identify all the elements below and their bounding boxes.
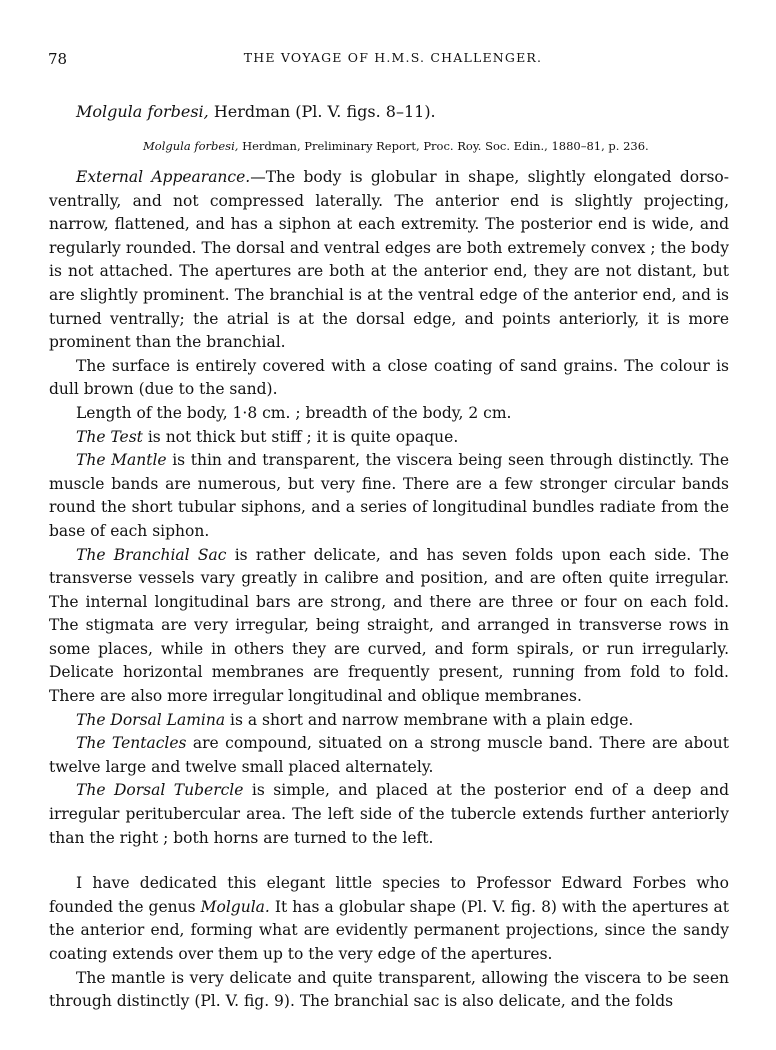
paragraph-mantle	[49, 449, 729, 543]
paragraph-tentacles	[49, 732, 729, 779]
paragraph-text: is not thick but stiff ; it is quite opaque.	[142, 427, 459, 446]
species-title	[76, 102, 436, 121]
paragraph-mantle-discussion	[49, 967, 729, 1014]
paragraph-text: is simple, and placed at the posterior end of a deep and irregular peritubercular area. The left side of the tubercle extends further anteriorly than the right ; both horns are turned to the left.	[49, 781, 729, 847]
paragraph-branchial-sac	[49, 544, 729, 709]
paragraph-text: The mantle is very delicate and quite transparent, allowing the viscera to be seen through distinctly (Pl. V. fig. 9). The branchial sac is also delicate, and the folds	[49, 968, 729, 1011]
paragraph-text: I have dedicated this elegant little species to Professor Edward Forbes who founded the genus	[49, 874, 729, 916]
paragraph-text: is thin and transparent, the viscera being seen through distinctly. The muscle bands are numerous, but very fine. There are a few stronger circular bands round the short tubular siphons, and a series of longitudinal bundles radiate from the base of each siphon.	[49, 451, 729, 540]
paragraph-lead: The Test	[76, 427, 143, 446]
paragraph-external-appearance	[49, 166, 729, 355]
paragraph-surface	[49, 355, 729, 402]
paragraph-text: is rather delicate, and has seven folds upon each side. The transverse vessels vary greatly in calibre and position, and are often quite irregular. The internal longitudinal bars are strong, and there are three or four on each fold. The stigmata are very irregular, being straight, and arranged in transverse rows in some places, while in others they are curved, and form spirals, or run irregularly. Delicate horizontal membranes are frequently present, running from fold to fold. There are also more irregular longitudinal and oblique membranes.	[49, 545, 729, 706]
paragraph-text: Length of the body, 1·8 cm. ; breadth of the body, 2 cm.	[76, 403, 512, 422]
paragraph-lead: The Branchial Sac	[76, 545, 227, 564]
paragraph-lead: The Mantle	[76, 451, 167, 470]
body-text	[49, 166, 729, 1014]
species-name: Molgula forbesi,	[76, 102, 209, 121]
paragraph-text: are compound, situated on a strong muscle band. There are about twelve large and twelve small placed alternately.	[49, 734, 730, 776]
paragraph-lead: The Dorsal Lamina	[76, 710, 226, 729]
paragraph-text: is a short and narrow membrane with a plain edge.	[225, 710, 634, 729]
running-head: THE VOYAGE OF H.M.S. CHALLENGER.	[243, 50, 543, 65]
paragraph-dimensions	[49, 402, 729, 426]
paragraph-lead: The Dorsal Tubercle	[76, 781, 244, 800]
page-number: 78	[48, 50, 68, 68]
citation-text: Herdman, Preliminary Report, Proc. Roy. Soc. Edin., 1880–81, p. 236.	[238, 139, 649, 153]
paragraph-text: —The body is globular in shape, slightly elongated dorso-ventrally, and not compressed laterally. The anterior end is slightly projecting, narrow, flattened, and has a siphon at each extremity. The posterior end is wide, and regularly rounded. The dorsal and ventral edges are both extremely convex ; the body is not attached. The apertures are both at the anterior end, they are not distant, but are slightly prominent. The branchial is at the ventral edge of the anterior end, and is turned ventrally; the atrial is at the dorsal edge, and points anteriorly, it is more prominent than the branchial.	[49, 168, 730, 352]
paragraph-text: The surface is entirely covered with a close coating of sand grains. The colour is dull brown (due to the sand).	[49, 356, 729, 399]
paragraph-text: It has a globular shape (Pl. V. fig. 8) with the apertures at the anterior end, forming what are evidently permanent projections, since the sandy coating extends over them up to the very edge of the apertures.	[49, 897, 729, 963]
species-citation	[143, 139, 649, 153]
species-author-ref: Herdman (Pl. V. figs. 8–11).	[208, 102, 436, 121]
paragraph-lead: External Appearance.	[76, 168, 251, 186]
page-header	[48, 50, 738, 70]
citation-name: Molgula forbesi,	[143, 139, 239, 153]
paragraph-dorsal-tubercle	[49, 779, 729, 850]
paragraph-dorsal-lamina	[49, 709, 729, 733]
paragraph-test	[49, 426, 729, 450]
paragraph-dedication	[49, 872, 729, 966]
paragraph-lead: The Tentacles	[76, 734, 187, 753]
genus-name: Molgula.	[200, 897, 270, 916]
